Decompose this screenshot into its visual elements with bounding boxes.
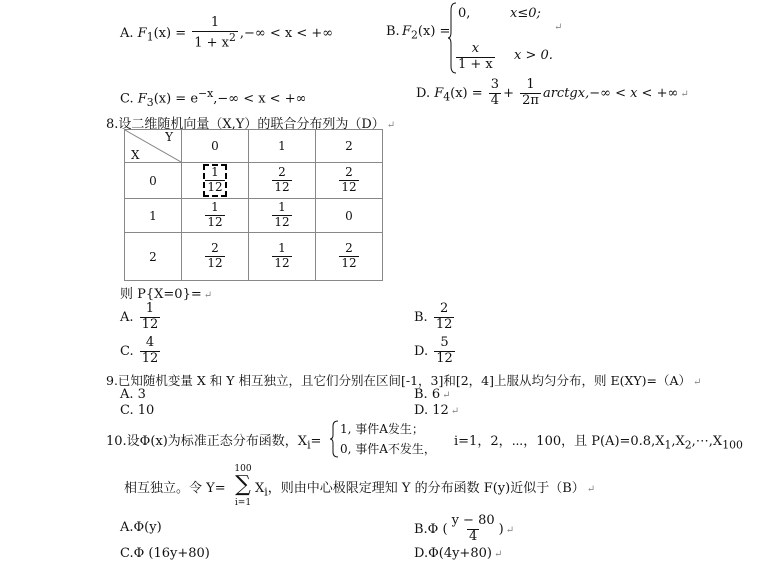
q7-option-a: A. $F_1(x)$ = $\frac{1}{1 + x^2}$ ,−∞ < x < +∞ [120,15,334,51]
table-cell: 0 [316,199,383,233]
q8-option-a: A. $\frac{1}{12}$ [120,301,159,332]
table-cell: $\frac{2}{12}$ [182,233,249,281]
q7-b-case2-fraction: $\frac{x}{1 + x}$ [458,41,493,72]
q7-option-d: D. $F_4(x)$ = $\frac{3}{4}$ + $\frac{1}{2\pi}$ arctgx,−∞ < x < +∞ ↵ [416,77,689,108]
table-row-header: 2 [125,233,182,281]
q7-d-fraction-1: $\frac{3}{4}$ [490,77,500,108]
q7-option-c: C. $F_3(x) = e^{-x},-\infty < x$ < +∞ [120,87,307,109]
joint-distribution-table [124,129,383,281]
q9-stem: 9.已知随机变量 X 和 Y 相互独立，且它们分别在区间[-1，3]和[2，4]上服从均匀分布，则 E(XY)=（A） ↵ [106,373,702,388]
sum-lower-limit: i=1 [234,498,252,508]
table-header-row [125,130,383,163]
table-col-header: 1 [249,130,316,163]
q10-stem-line2-post: $X_i$，则由中心极限定理知 Y 的分布函数 F(y)近似于（B） ↵ [255,481,596,499]
q7-a-fraction: $\frac{1}{1 + x^2}$ [194,15,236,51]
sum-upper-limit: 100 [234,464,252,474]
q9-option-a: A. 3 [120,387,146,402]
q10-stem-continuation: i=1，2，⋯，100，且 $P(A)=0.8,X_1,X_2,\cdots,X_{100}$ [454,434,743,452]
table-row [125,199,383,233]
table-cell: $\frac{2}{12}$ [316,233,383,281]
q10-option-c: C.Φ (16y+80) [120,546,210,561]
q9-option-b: B. 6 ↵ [414,387,451,402]
table-col-header: 0 [182,130,249,163]
table-cell: $\frac{1}{12}$ [182,199,249,233]
q10-cases-brace [330,420,340,458]
table-col-header: 2 [316,130,383,163]
q10-case-1: 1, 事件A发生； [340,422,424,436]
q10-case-2: 0, 事件A不发生， [340,442,436,456]
table-row [125,233,383,281]
q8-option-b: B. $\frac{2}{12}$ [414,301,453,332]
table-cell: $\frac{2}{12}$ [316,163,383,199]
sum-symbol: ∑ [235,472,251,497]
table-row-header: 0 [125,163,182,199]
q10-option-b: B.Φ ( $\frac{y - 80}{4}$ ) ↵ [414,513,515,544]
table-cell: $\frac{1}{12}$ [249,199,316,233]
q9-option-c: C. 10 [120,403,155,418]
q8-option-c: C. $\frac{4}{12}$ [120,335,159,366]
q10-option-a: A.Φ(y) [120,520,162,535]
q10-stem-line2-pre: 相互独立。令 Y= [124,481,226,496]
table-diagonal-header: Y X [125,130,182,163]
table-cell: $\frac{1}{12}$ [249,233,316,281]
q8-option-d: D. $\frac{5}{12}$ [414,335,453,366]
q9-option-d: D. 12 ↵ [414,403,460,418]
q8-stem: 8.设二维随机向量（X,Y）的联合分布列为（D） ↵ [106,117,396,132]
q8-question: 则 P{X=0}= ↵ [120,287,213,302]
q10-option-d: D.Φ(4y+80) ↵ [414,546,503,561]
table-cell: $\frac{1}{12}$ [182,163,249,199]
table-cell: $\frac{2}{12}$ [249,163,316,199]
q10-stem-line1: 10.设Φ(x)为标准正态分布函数，$X_i=$ [106,434,322,452]
table-row [125,163,383,199]
q7-d-fraction-2: $\frac{1}{2\pi}$ [522,77,539,108]
table-row-header: 1 [125,199,182,233]
